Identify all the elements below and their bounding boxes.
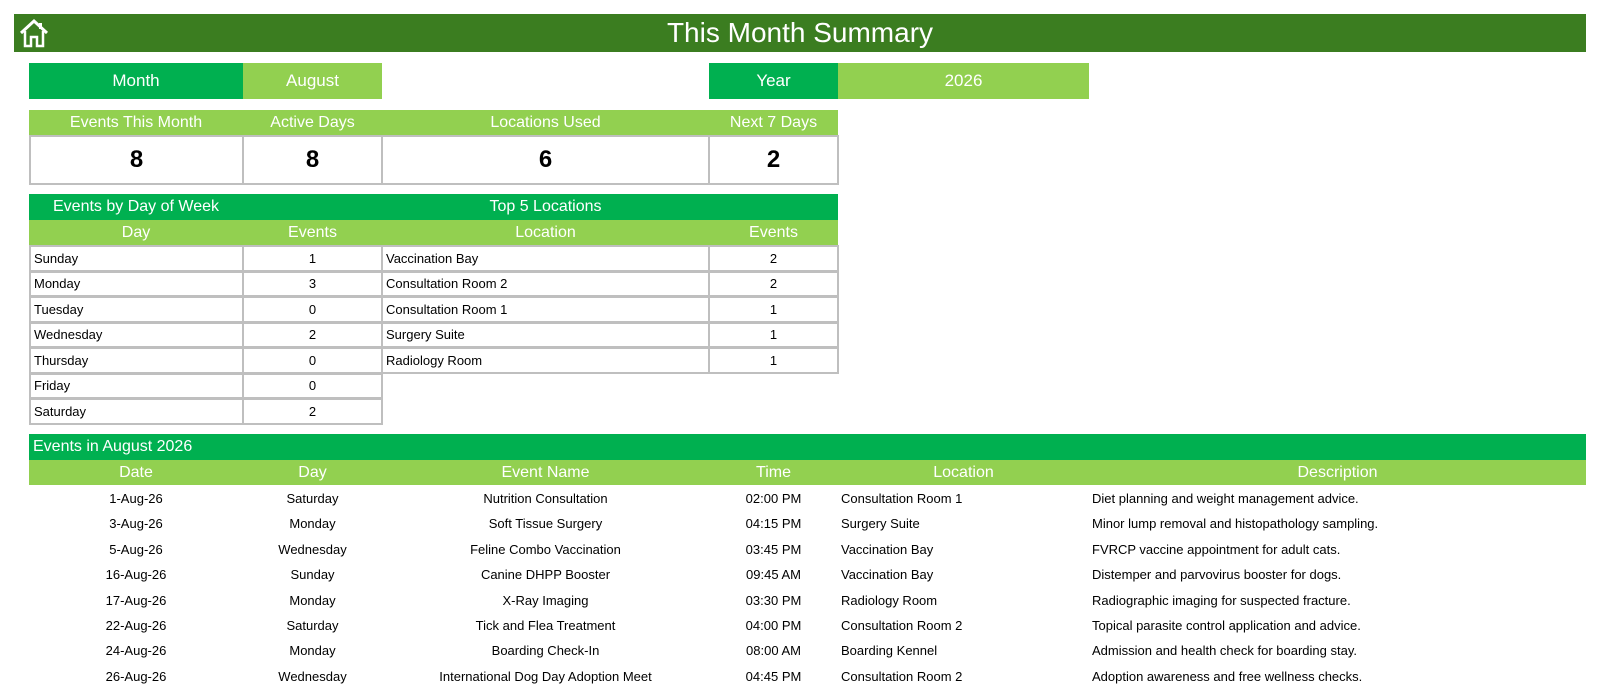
event-date-cell: 3-Aug-26: [109, 516, 163, 532]
year-label: Year: [709, 63, 838, 99]
top-location-name-cell: Consultation Room 2: [381, 271, 710, 298]
event-time-cell: 08:00 AM: [746, 643, 801, 659]
event-time-cell: 04:15 PM: [745, 516, 802, 532]
by-day-day-cell: Wednesday: [29, 322, 244, 349]
event-date-cell: 26-Aug-26: [105, 668, 167, 684]
events-col-day: Day: [298, 463, 327, 481]
by-day-events-cell: 1: [242, 245, 383, 272]
event-day-cell: Saturday: [286, 618, 339, 633]
top-location-events-cell: 1: [708, 296, 839, 323]
event-date-cell: 22-Aug-26: [105, 618, 167, 633]
top-location-events-cell: 2: [708, 245, 839, 272]
event-location-cell: Surgery Suite: [841, 516, 920, 532]
event-day-cell: Monday: [289, 516, 336, 532]
event-date-cell: 5-Aug-26: [109, 541, 163, 557]
event-time-cell: 04:00 PM: [745, 618, 802, 633]
year-select[interactable]: 2026: [838, 63, 1089, 99]
kpi-events-this-month-value: 8: [29, 135, 244, 185]
event-description-cell: Admission and health check for boarding stay.: [1092, 643, 1357, 659]
event-location-cell: Consultation Room 1: [841, 491, 963, 506]
top-location-name-cell: Surgery Suite: [381, 322, 710, 349]
event-location-cell: Vaccination Bay: [841, 541, 934, 557]
event-location-cell: Consultation Room 2: [841, 618, 963, 633]
event-description-cell: Minor lump removal and histopathology sampling.: [1092, 516, 1379, 532]
event-time-cell: 02:00 PM: [745, 491, 802, 506]
events-col-date: Date: [119, 463, 153, 481]
month-select[interactable]: August: [243, 63, 382, 99]
event-day-cell: Wednesday: [278, 668, 347, 684]
event-location-cell: Vaccination Bay: [841, 567, 934, 583]
by-day-events-cell: 2: [242, 398, 383, 425]
event-day-cell: Wednesday: [278, 541, 347, 557]
by-day-events-cell: 2: [242, 322, 383, 349]
top-location-name-cell: Vaccination Bay: [381, 245, 710, 272]
by-day-col-day: Day: [29, 220, 243, 245]
by-day-day-cell: Friday: [29, 373, 244, 400]
event-day-cell: Monday: [289, 592, 336, 608]
by-day-events-cell: 0: [242, 347, 383, 374]
event-time-cell: 03:30 PM: [745, 592, 802, 608]
kpi-active-days-value: 8: [242, 135, 383, 185]
event-day-cell: Monday: [289, 643, 336, 659]
top-location-events-cell: 1: [708, 322, 839, 349]
events-list-title: Events in August 2026: [29, 434, 1586, 460]
by-day-day-cell: Thursday: [29, 347, 244, 374]
event-description-cell: Distemper and parvovirus booster for dogs.: [1092, 567, 1342, 583]
event-location-cell: Consultation Room 2: [841, 668, 963, 684]
page-title: This Month Summary: [666, 17, 934, 48]
event-location-cell: Boarding Kennel: [841, 643, 938, 659]
event-day-cell: Saturday: [286, 491, 339, 506]
event-description-cell: Topical parasite control application and advice.: [1092, 618, 1361, 633]
events-col-location: Location: [933, 463, 994, 481]
event-location-cell: Radiology Room: [841, 592, 938, 608]
event-date-cell: 1-Aug-26: [109, 491, 163, 506]
event-event-name-cell: International Dog Day Adoption Meet: [439, 668, 652, 684]
event-time-cell: 04:45 PM: [745, 668, 802, 684]
kpi-events-this-month-label: Events This Month: [29, 110, 243, 135]
by-day-day-cell: Saturday: [29, 398, 244, 425]
by-day-day-cell: Sunday: [29, 245, 244, 272]
event-time-cell: 09:45 AM: [746, 567, 801, 583]
kpi-next-7-days-value: 2: [708, 135, 839, 185]
month-label: Month: [29, 63, 243, 99]
event-date-cell: 17-Aug-26: [105, 592, 167, 608]
top-locations-col-events: Events: [709, 220, 838, 245]
by-day-events-cell: 0: [242, 373, 383, 400]
event-description-cell: Diet planning and weight management advice.: [1092, 491, 1359, 506]
top-locations-title: Top 5 Locations: [489, 198, 602, 215]
event-event-name-cell: Soft Tissue Surgery: [488, 516, 603, 532]
by-day-title: Events by Day of Week: [53, 198, 219, 215]
kpi-locations-used-label: Locations Used: [382, 110, 709, 135]
events-col-description: Description: [1297, 463, 1378, 481]
event-event-name-cell: Tick and Flea Treatment: [475, 618, 616, 633]
by-day-day-cell: Monday: [29, 271, 244, 298]
by-day-events-cell: 0: [242, 296, 383, 323]
by-day-day-cell: Tuesday: [29, 296, 244, 323]
kpi-next-7-days-label: Next 7 Days: [709, 110, 838, 135]
event-event-name-cell: Canine DHPP Booster: [480, 567, 611, 583]
event-description-cell: FVRCP vaccine appointment for adult cats.: [1092, 541, 1341, 557]
event-event-name-cell: Boarding Check-In: [491, 643, 600, 659]
by-day-events-cell: 3: [242, 271, 383, 298]
top-location-name-cell: Radiology Room: [381, 347, 710, 374]
event-event-name-cell: X-Ray Imaging: [502, 592, 589, 608]
events-col-time: Time: [756, 463, 791, 481]
kpi-locations-used-value: 6: [381, 135, 710, 185]
top-location-events-cell: 1: [708, 347, 839, 374]
top-location-name-cell: Consultation Room 1: [381, 296, 710, 323]
top-locations-col-location: Location: [382, 220, 709, 245]
event-day-cell: Sunday: [290, 567, 335, 583]
event-description-cell: Radiographic imaging for suspected fracture.: [1092, 592, 1351, 608]
kpi-active-days-label: Active Days: [243, 110, 382, 135]
event-time-cell: 03:45 PM: [745, 541, 802, 557]
event-event-name-cell: Feline Combo Vaccination: [470, 541, 621, 557]
top-location-events-cell: 2: [708, 271, 839, 298]
event-event-name-cell: Nutrition Consultation: [483, 491, 608, 506]
event-description-cell: Adoption awareness and free wellness checks.: [1092, 668, 1363, 684]
by-day-col-events: Events: [243, 220, 382, 245]
event-date-cell: 16-Aug-26: [105, 567, 167, 583]
event-date-cell: 24-Aug-26: [105, 643, 167, 659]
events-col-event-name: Event Name: [501, 463, 590, 481]
